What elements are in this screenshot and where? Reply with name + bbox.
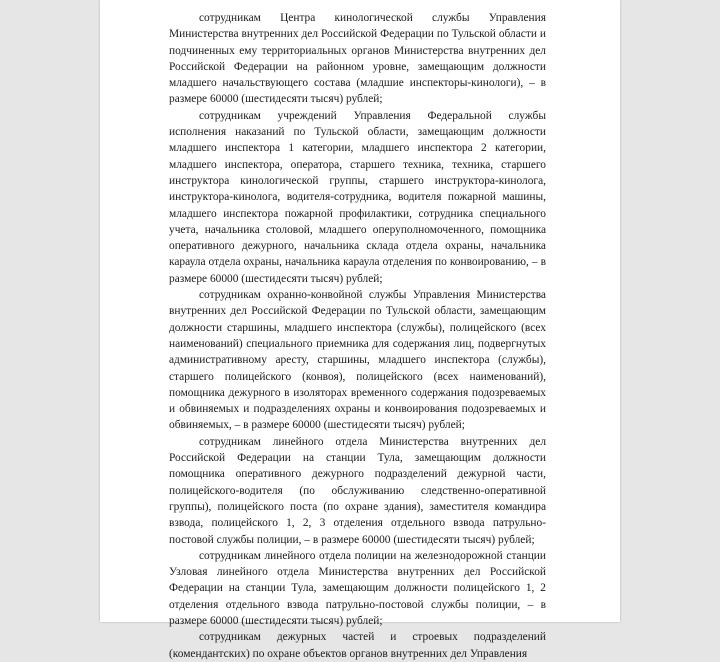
paragraph-2: сотрудникам учреждений Управления Федеральной службы исполнения наказаний по Тульской области, замещающим должности младшего инспектора 1 категории, младшего инспектора 2 категории, младшего инспектора, оператора, старшего техника, техника, старшего инструктора кинологической группы, старшего инструктора-кинолога, инструктора-кинолога, водителя-сотрудника, водителя пожарной машины, младшего инспектора пожарной профилактики, сотрудника специального учета, начальника столовой, младшего оперуполномоченного, помощника оперативного дежурного, начальника склада отдела охраны, начальника караула отдела охраны, начальника караула отделения по конвоированию, – в размере 60000 (шестидесяти тысяч) рублей; bbox=[169, 109, 546, 285]
document-body bbox=[169, 10, 546, 662]
paragraph-5: сотрудникам линейного отдела полиции на железнодорожной станции Узловая линейного отдела Министерства внутренних дел Российской Федерации на станции Тула, замещающим должности полицейского 1, 2 отделения отдельного взвода патрульно-постовой службы полиции, – в размере 60000 (шестидесяти тысяч) рублей; bbox=[169, 549, 546, 627]
document-page bbox=[100, 0, 620, 660]
paragraph-6: сотрудникам дежурных частей и строевых подразделений (комендантских) по охране объектов органов внутренних дел Управления bbox=[169, 631, 546, 660]
paragraph-3: сотрудникам охранно-конвойной службы Управления Министерства внутренних дел Российской Федерации по Тульской области, замещающим должности старшины, младшего инспектора (службы), полицейского (всех наименований) специального приемника для содержания лиц, подвергнутых административному аресту, старшины, младшего инспектора (службы), старшего полицейского (конвоя), полицейского (всех наименований), помощника дежурного в изоляторах временного содержания подозреваемых и обвиняемых и подразделениях охраны и конвоирования подозреваемых и обвиняемых, – в размере 60000 (шестидесяти тысяч) рублей; bbox=[169, 289, 546, 432]
paragraph-4: сотрудникам линейного отдела Министерства внутренних дел Российской Федерации на станции Тула, замещающим должности помощника оперативного дежурного подразделений дежурной части, полицейского-водителя (по обслуживанию следственно-оперативной группы), полицейского поста (по охране здания), заместителя командира взвода, полицейского 1, 2, 3 отделения отдельного взвода патрульно-постовой службы полиции, – в размере 60000 (шестидесяти тысяч) рублей; bbox=[169, 435, 546, 546]
paragraph-1: сотрудникам Центра кинологической службы Управления Министерства внутренних дел Российской Федерации по Тульской области и подчиненных ему территориальных органов Министерства внутренних дел Российской Федерации на районном уровне, замещающим должности младшего начальствующего состава (младшие инспекторы-кинологи), – в размере 60000 (шестидесяти тысяч) рублей; bbox=[169, 12, 546, 106]
